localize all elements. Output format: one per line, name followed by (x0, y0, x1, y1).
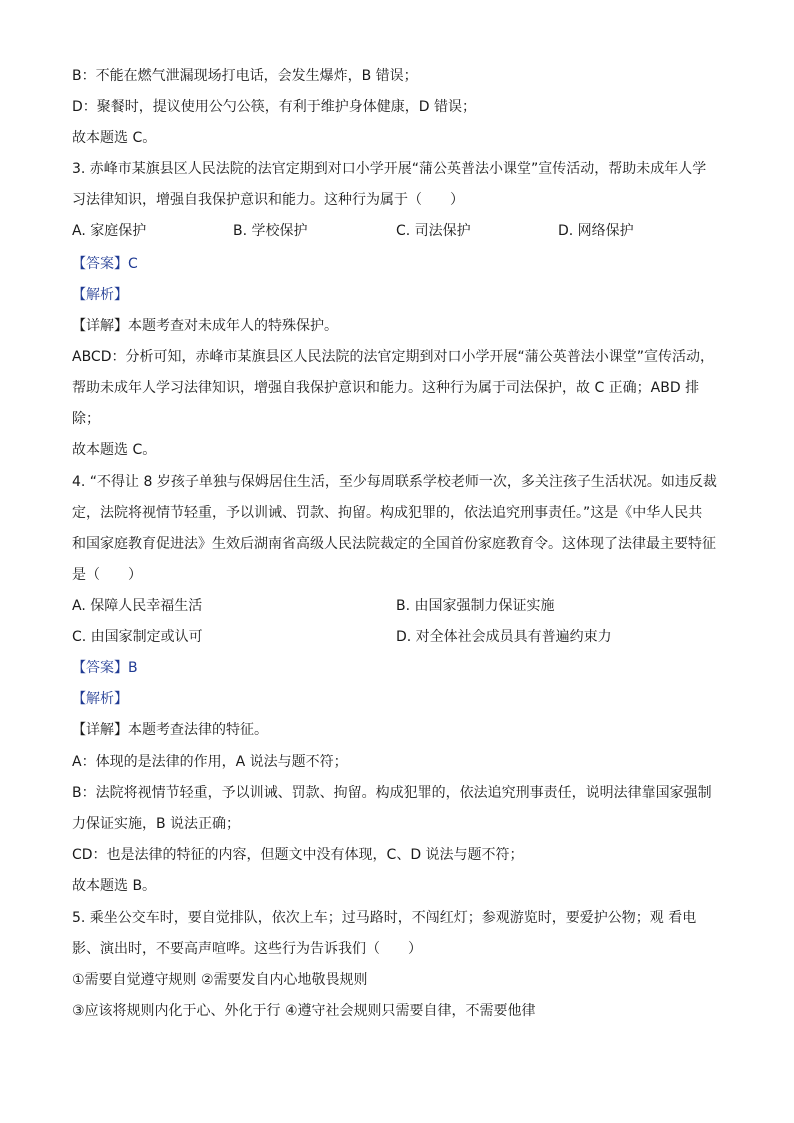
q3-option-a: A. 家庭保护 (72, 223, 147, 239)
analysis-label: 【解析】 (72, 691, 128, 707)
question-3-stem: 3. 赤峰市某旗县区人民法院的法官定期到对口小学开展“蒲公英普法小课堂”宣传活动，帮助未成年人学 (72, 161, 707, 177)
question-5-stem: 5. 乘坐公交车时，要自觉排队，依次上车；过马路时，不闯红灯；参观游览时，要爱护公物；观 看电 (72, 910, 697, 926)
question-4-stem: 是（ ） (72, 567, 142, 583)
text-line: 故本题选 C。 (72, 130, 157, 146)
text-line: 帮助未成年人学习法律知识，增强自我保护意识和能力。这种行为属于司法保护，故 C 正确；ABD 排 (72, 380, 700, 396)
text-line: 除； (72, 411, 100, 427)
answer-label: 【答案】C (72, 256, 138, 272)
question-4-stem: 和国家庭教育促进法》生效后湖南省高级人民法院裁定的全国首份家庭教育令。这体现了法律最主要特征 (72, 536, 716, 552)
text-line: D：聚餐时，提议使用公勺公筷，有利于维护身体健康，D 错误； (72, 99, 477, 115)
question-5-stem: 影、演出时，不要高声喧哗。这些行为告诉我们（ ） (72, 941, 422, 957)
text-line: A：体现的是法律的作用，A 说法与题不符； (72, 754, 348, 770)
answer-label: 【答案】B (72, 660, 138, 676)
text-line: 故本题选 B。 (72, 878, 157, 894)
q3-option-c: C. 司法保护 (396, 223, 471, 239)
analysis-label: 【解析】 (72, 287, 128, 303)
text-line: 力保证实施，B 说法正确； (72, 816, 241, 832)
q4-option-a: A. 保障人民幸福生活 (72, 598, 203, 614)
text-line: B：法院将视情节轻重，予以训诫、罚款、拘留。构成犯罪的，依法追究刑事责任，说明法律靠国家强制 (72, 785, 712, 801)
q3-option-b: B. 学校保护 (233, 223, 308, 239)
question-4-stem: 定，法院将视情节轻重，予以训诫、罚款、拘留。构成犯罪的，依法追究刑事责任。”这是《中华人民共 (72, 505, 703, 521)
question-3-stem: 习法律知识，增强自我保护意识和能力。这种行为属于（ ） (72, 192, 464, 208)
detail-line: 【详解】本题考查法律的特征。 (72, 722, 268, 738)
text-line: ABCD：分析可知，赤峰市某旗县区人民法院的法官定期到对口小学开展“蒲公英普法小课堂”宣传活动， (72, 349, 714, 365)
q4-option-d: D. 对全体社会成员具有普遍约束力 (396, 629, 612, 645)
q4-option-c: C. 由国家制定或认可 (72, 629, 203, 645)
q4-option-b: B. 由国家强制力保证实施 (396, 598, 555, 614)
question-5-statements: ③应该将规则内化于心、外化于行 ④遵守社会规则只需要自律，不需要他律 (72, 1003, 536, 1019)
detail-line: 【详解】本题考查对未成年人的特殊保护。 (72, 318, 338, 334)
question-4-stem: 4. “不得让 8 岁孩子单独与保姆居住生活，至少每周联系学校老师一次，多关注孩子生活状况。如违反裁 (72, 474, 717, 490)
q3-option-d: D. 网络保护 (558, 223, 634, 239)
text-line: B：不能在燃气泄漏现场打电话，会发生爆炸，B 错误； (72, 68, 418, 84)
question-5-statements: ①需要自觉遵守规则 ②需要发自内心地敬畏规则 (72, 972, 368, 988)
text-line: CD：也是法律的特征的内容，但题文中没有体现，C、D 说法与题不符； (72, 847, 524, 863)
text-line: 故本题选 C。 (72, 442, 157, 458)
